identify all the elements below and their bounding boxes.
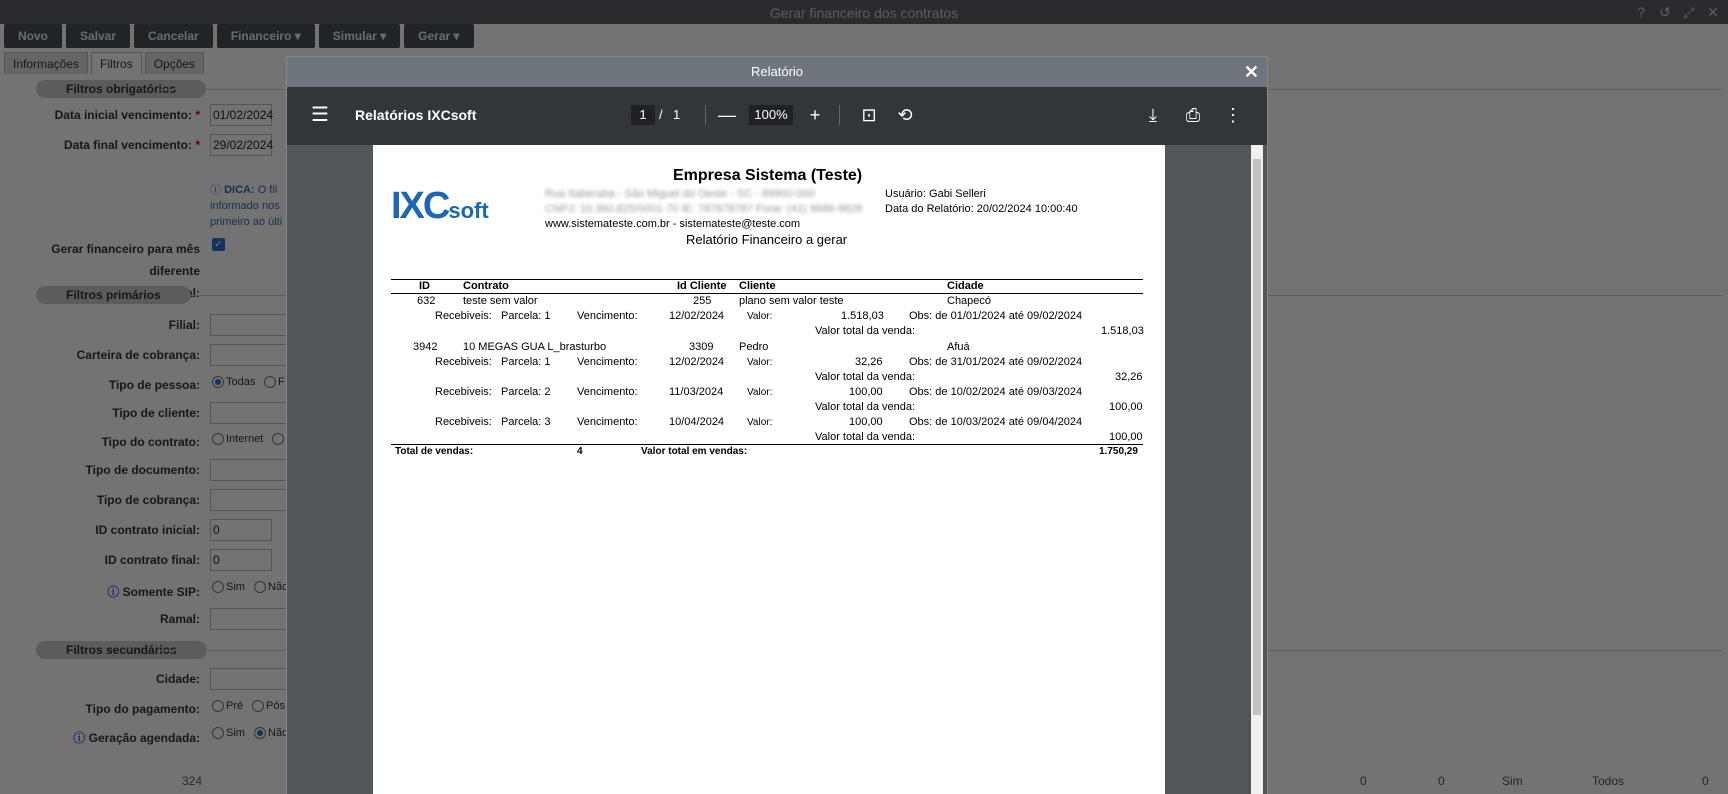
- c1-contrato: teste sem valor: [463, 295, 538, 307]
- zoom-out-icon[interactable]: —: [718, 105, 736, 125]
- c1-cliente: plano sem valor teste: [739, 295, 844, 307]
- ixcsoft-logo: IXCsoft: [391, 185, 489, 227]
- c1-id: 632: [417, 295, 436, 307]
- r2-obs: Obs: de 31/01/2024 até 09/02/2024: [909, 356, 1083, 368]
- report-user: Usuário: Gabi Selleri: [885, 188, 986, 200]
- valor-total-label: Valor total em vendas:: [641, 446, 748, 457]
- r2-total: 32,26: [1115, 371, 1143, 383]
- r4-total: 100,00: [1109, 431, 1143, 443]
- divider: [839, 105, 840, 125]
- total-vendas: 4: [577, 446, 583, 457]
- r1-total: 1.518,03: [1101, 325, 1144, 337]
- r2-venc-label: Vencimento:: [577, 356, 638, 368]
- r4-label: Recebiveis:: [435, 416, 492, 428]
- zoom-level[interactable]: 100%: [749, 105, 793, 125]
- r2-label: Recebiveis:: [435, 356, 492, 368]
- table-header-line: [391, 293, 1143, 294]
- r3-label: Recebiveis:: [435, 386, 492, 398]
- valor-total: 1.750,29: [1099, 446, 1138, 457]
- company-cnpj: CNPJ: 10.360.825/0001-70 IE: 787878787 Fone: (41) 9686-9828: [545, 203, 863, 215]
- modal-title: Relatório: [750, 64, 804, 79]
- r2-valor-label: Valor:: [747, 357, 773, 368]
- pdf-title: Relatórios IXCsoft: [355, 107, 477, 123]
- rotate-icon[interactable]: ⟲: [897, 105, 913, 125]
- r1-valor: 1.518,03: [841, 310, 884, 322]
- r1-venc-label: Vencimento:: [577, 310, 638, 322]
- r4-valor: 100,00: [849, 416, 883, 428]
- col-contrato: Contrato: [463, 280, 509, 292]
- report-date: Data do Relatório: 20/02/2024 10:00:40: [885, 203, 1078, 215]
- company-site: www.sistemateste.com.br - sistemateste@teste.com: [545, 218, 801, 230]
- r3-total-label: Valor total da venda:: [815, 401, 916, 413]
- r2-total-label: Valor total da venda:: [815, 371, 916, 383]
- company-name: Empresa Sistema (Teste): [673, 167, 863, 184]
- r3-valor: 100,00: [849, 386, 883, 398]
- menu-icon[interactable]: ☰: [311, 104, 329, 126]
- r3-obs: Obs: de 10/02/2024 até 09/03/2024: [909, 386, 1083, 398]
- c2-cidade: Afuá: [947, 341, 970, 353]
- pdf-scrollbar[interactable]: [1251, 145, 1263, 794]
- r3-parcela: Parcela: 2: [501, 386, 551, 398]
- col-id-cliente: Id Cliente: [677, 280, 727, 292]
- print-icon[interactable]: ⎙: [1185, 105, 1201, 125]
- divider: [705, 105, 706, 125]
- r3-venc-label: Vencimento:: [577, 386, 638, 398]
- r4-venc: 10/04/2024: [669, 416, 725, 428]
- pdf-viewer[interactable]: [287, 145, 1267, 794]
- c2-cliente: Pedro: [739, 341, 769, 353]
- col-cidade: Cidade: [947, 280, 984, 292]
- c1-id-cliente: 255: [693, 295, 712, 307]
- r1-label: Recebiveis:: [435, 310, 492, 322]
- download-icon[interactable]: ⤓: [1149, 105, 1157, 125]
- zoom-in-icon[interactable]: +: [809, 105, 821, 125]
- col-id: ID: [419, 280, 430, 292]
- r4-total-label: Valor total da venda:: [815, 431, 916, 443]
- r4-obs: Obs: de 10/03/2024 até 09/04/2024: [909, 416, 1083, 428]
- r1-total-label: Valor total da venda:: [815, 325, 916, 337]
- c2-contrato: 10 MEGAS GUA L_brasturbo: [463, 341, 607, 353]
- r3-total: 100,00: [1109, 401, 1143, 413]
- company-address: Rua Itaberaba - São Miguel do Oeste - SC - 89900-000: [545, 188, 815, 200]
- total-vendas-label: Total de vendas:: [395, 446, 474, 457]
- c2-id-cliente: 3309: [689, 341, 714, 353]
- r2-venc: 12/02/2024: [669, 356, 725, 368]
- page-number-input[interactable]: 1: [631, 105, 655, 125]
- r2-valor: 32,26: [855, 356, 883, 368]
- r3-valor-label: Valor:: [747, 387, 773, 398]
- page-total: 1: [673, 107, 681, 122]
- c1-cidade: Chapecó: [947, 295, 992, 307]
- report-title: Relatório Financeiro a gerar: [686, 232, 848, 247]
- page-separator: /: [659, 107, 663, 122]
- report-modal: [286, 56, 1268, 794]
- more-options-icon[interactable]: ⋮: [1224, 105, 1242, 125]
- r4-valor-label: Valor:: [747, 417, 773, 428]
- r1-parcela: Parcela: 1: [501, 310, 551, 322]
- scrollbar-thumb[interactable]: [1253, 159, 1261, 715]
- r4-venc-label: Vencimento:: [577, 416, 638, 428]
- r2-parcela: Parcela: 1: [501, 356, 551, 368]
- close-icon[interactable]: ✕: [1243, 62, 1259, 82]
- r3-venc: 11/03/2024: [669, 386, 724, 398]
- r1-valor-label: Valor:: [747, 311, 773, 322]
- pdf-toolbar: [287, 87, 1267, 145]
- c2-id: 3942: [413, 341, 438, 353]
- col-cliente: Cliente: [739, 280, 776, 292]
- r1-obs: Obs: de 01/01/2024 até 09/02/2024: [909, 310, 1083, 322]
- r1-venc: 12/02/2024: [669, 310, 725, 322]
- pdf-page: [373, 145, 1165, 794]
- totals-line: [391, 444, 1143, 445]
- r4-parcela: Parcela: 3: [501, 416, 551, 428]
- modal-header: [287, 57, 1267, 87]
- fit-page-icon[interactable]: ⊡: [861, 105, 877, 125]
